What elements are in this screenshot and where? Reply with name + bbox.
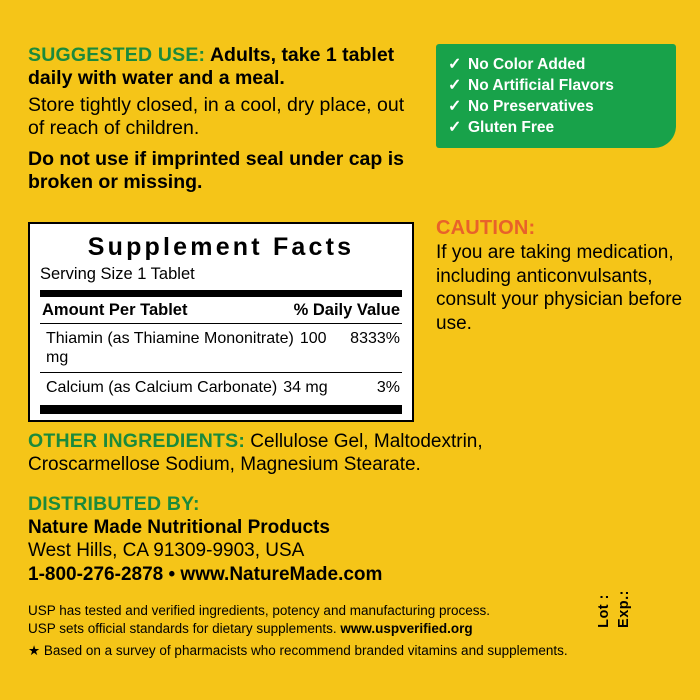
- claim-label: No Artificial Flavors: [468, 77, 614, 94]
- caution-body: If you are taking medication, including anticonvulsants, consult your physician before use.: [436, 242, 683, 334]
- nutrient-label: Thiamin (as Thiamine Mononitrate): [46, 330, 294, 347]
- suggested-use-section: [28, 44, 410, 194]
- caution-section: [436, 216, 686, 335]
- claim-label: No Color Added: [468, 56, 586, 73]
- storage-instructions: Store tightly closed, in a cool, dry place, out of reach of children.: [28, 94, 405, 139]
- pharmacist-survey-note: ★ Based on a survey of pharmacists who recommend branded vitamins and supplements.: [28, 643, 568, 658]
- fine-print-section: [28, 602, 568, 660]
- caution-title: CAUTION:: [436, 217, 536, 239]
- usp-line-2: [28, 620, 568, 638]
- claim-item: [448, 96, 666, 117]
- claim-label: Gluten Free: [468, 119, 555, 136]
- divider-bottom: [40, 405, 402, 414]
- other-ingredients-title: OTHER INGREDIENTS:: [28, 430, 246, 452]
- nutrient-daily-value: 3%: [376, 379, 400, 396]
- usp-website: www.uspverified.org: [340, 621, 473, 636]
- suggested-use-heading: SUGGESTED USE:: [28, 44, 206, 66]
- nutrient-name: [46, 329, 350, 367]
- lot-exp-section: [596, 590, 666, 670]
- table-row: [40, 373, 402, 402]
- other-ingredients-body: Cellulose Gel, Maltodextrin, Croscarmellose Sodium, Magnesium Stearate.: [28, 431, 483, 475]
- exp-label: Exp.:: [616, 590, 632, 628]
- nutrient-name: [46, 378, 328, 397]
- company-address: West Hills, CA 91309-9903, USA: [28, 540, 305, 561]
- usp-line-2-text: USP sets official standards for dietary supplements.: [28, 621, 341, 636]
- check-icon: ✓: [448, 56, 462, 73]
- company-name: Nature Made Nutritional Products: [28, 517, 330, 538]
- distributed-by-section: [28, 492, 548, 586]
- serving-size: Serving Size 1 Tablet: [40, 265, 195, 283]
- check-icon: ✓: [448, 77, 462, 94]
- suggested-use-directions: [28, 44, 410, 90]
- check-icon: ✓: [448, 98, 462, 115]
- nutrient-daily-value: 8333%: [350, 330, 400, 347]
- divider-thick: [40, 290, 402, 297]
- check-icon: ✓: [448, 119, 462, 136]
- other-ingredients-section: [28, 430, 538, 476]
- nutrient-amount: 34 mg: [283, 379, 328, 396]
- claim-item: [448, 54, 666, 75]
- nutrient-amount: 100 mg: [46, 330, 327, 366]
- nutrient-label: Calcium (as Calcium Carbonate): [46, 379, 278, 396]
- claim-item: [448, 75, 666, 96]
- seal-warning: Do not use if imprinted seal under cap is broken or missing.: [28, 148, 404, 193]
- lot-label: Lot :: [596, 594, 612, 628]
- table-row: [40, 324, 402, 372]
- usp-line-1: USP has tested and verified ingredients, potency and manufacturing process.: [28, 603, 491, 618]
- claim-item: [448, 117, 666, 138]
- column-header-amount: Amount Per Tablet: [42, 301, 188, 319]
- company-contact: 1-800-276-2878 • www.NatureMade.com: [28, 564, 383, 585]
- claim-label: No Preservatives: [468, 98, 594, 115]
- distributed-by-title: DISTRIBUTED BY:: [28, 493, 200, 515]
- product-claims-box: [436, 44, 676, 148]
- column-header-daily-value: % Daily Value: [293, 301, 400, 319]
- suggested-use-directions-text: Adults, take 1 tablet daily with water and a meal.: [28, 44, 395, 89]
- supplement-facts-title: Supplement Facts: [87, 233, 355, 261]
- supplement-facts-panel: [28, 222, 414, 422]
- supplement-facts-header-row: [40, 297, 402, 323]
